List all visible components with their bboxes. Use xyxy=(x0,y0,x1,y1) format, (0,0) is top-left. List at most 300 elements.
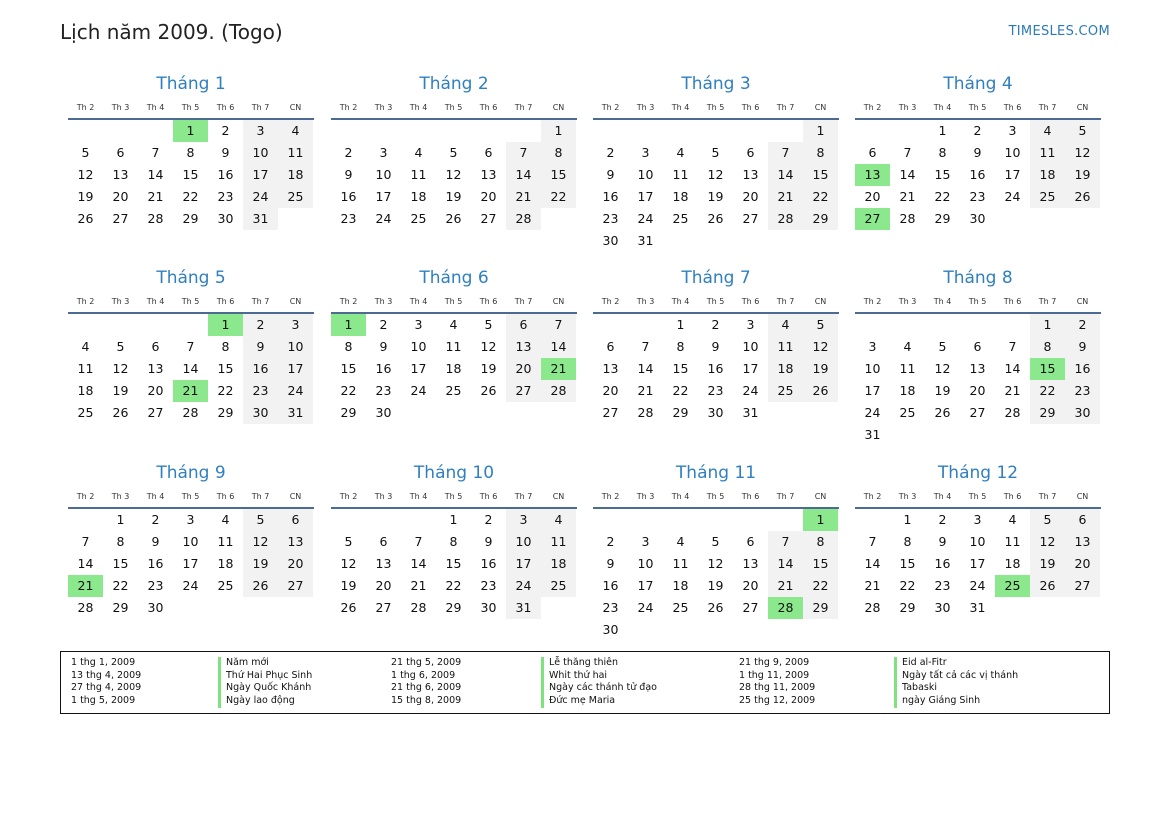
month-title: Tháng 11 xyxy=(675,463,757,483)
day-cell: 25 xyxy=(672,211,689,226)
month-calendar xyxy=(593,72,839,252)
day-cell: 21 xyxy=(147,189,164,204)
weekday-label: Th 5 xyxy=(706,296,725,306)
day-cell: 3 xyxy=(186,512,195,527)
day-cell: 2 xyxy=(221,123,230,138)
day-cell: 21 xyxy=(506,186,541,208)
day-cell: 7 xyxy=(768,531,803,553)
holiday-legend xyxy=(60,651,1110,714)
weekday-label: Th 2 xyxy=(76,102,95,112)
day-cell: 14 xyxy=(864,556,881,571)
weekday-label: Th 5 xyxy=(444,296,463,306)
legend-col2-dates xyxy=(391,657,461,708)
weekday-label: CN xyxy=(289,296,302,306)
day-cell: 18 xyxy=(278,164,313,186)
day-cell: 22 xyxy=(340,383,357,398)
weekday-label: Th 4 xyxy=(146,102,165,112)
empty-cell xyxy=(733,509,768,531)
legend-holiday: Thứ Hai Phục Sinh xyxy=(218,670,312,683)
weekday-label: Th 5 xyxy=(181,296,200,306)
month-title: Tháng 7 xyxy=(681,268,751,288)
day-cell: 25 xyxy=(672,600,689,615)
empty-cell xyxy=(68,509,103,531)
day-cell: 26 xyxy=(340,600,357,615)
day-cell: 15 xyxy=(541,164,576,186)
day-cell: 13 xyxy=(480,167,497,182)
month-title: Tháng 6 xyxy=(419,268,489,288)
day-cell: 24 xyxy=(637,211,654,226)
weekday-label: Th 3 xyxy=(111,296,130,306)
day-cell: 14 xyxy=(506,164,541,186)
day-cell: 29 xyxy=(340,405,357,420)
day-cell: 20 xyxy=(506,358,541,380)
weekday-label: Th 7 xyxy=(776,491,795,501)
legend-holiday: Eid al-Fitr xyxy=(894,657,1018,670)
day-cell: 20 xyxy=(1065,553,1100,575)
day-cell: 26 xyxy=(803,380,838,402)
weekday-label: Th 2 xyxy=(76,491,95,501)
day-cell: 18 xyxy=(768,358,803,380)
weekday-label: Th 4 xyxy=(146,296,165,306)
day-cell: 14 xyxy=(1004,361,1021,376)
day-cell: 8 xyxy=(803,142,838,164)
day-cell: 13 xyxy=(506,336,541,358)
weekday-header xyxy=(593,290,839,314)
day-cell: 16 xyxy=(602,578,619,593)
day-cell: 11 xyxy=(672,556,689,571)
month-calendar xyxy=(593,461,839,641)
day-cell: 18 xyxy=(77,383,94,398)
day-cell: 6 xyxy=(973,339,982,354)
weekday-header xyxy=(855,96,1101,120)
day-cell: 27 xyxy=(742,211,759,226)
weekday-label: CN xyxy=(1076,296,1089,306)
day-cell: 4 xyxy=(278,120,313,142)
legend-holiday: Lễ thăng thiên xyxy=(541,657,657,670)
day-cell: 26 xyxy=(480,383,497,398)
day-cell: 1 xyxy=(541,120,576,142)
empty-cell xyxy=(173,314,208,336)
day-cell: 4 xyxy=(221,512,230,527)
day-cell: 13 xyxy=(375,556,392,571)
day-cell: 4 xyxy=(1008,512,1017,527)
day-cell: 9 xyxy=(606,167,615,182)
holiday-day-cell: 21 xyxy=(68,575,103,597)
day-cell: 20 xyxy=(742,578,759,593)
day-cell: 7 xyxy=(81,534,90,549)
day-cell: 2 xyxy=(379,317,388,332)
day-cell: 5 xyxy=(938,339,947,354)
day-cell: 31 xyxy=(278,402,313,424)
day-cell: 15 xyxy=(217,361,234,376)
day-cell: 10 xyxy=(182,534,199,549)
weekday-header xyxy=(593,485,839,509)
day-cell: 20 xyxy=(969,383,986,398)
day-cell: 24 xyxy=(182,578,199,593)
day-cell: 22 xyxy=(934,189,951,204)
day-cell: 6 xyxy=(868,145,877,160)
empty-cell xyxy=(471,120,506,142)
empty-cell xyxy=(103,314,138,336)
empty-cell xyxy=(855,314,890,336)
weekday-label: Th 4 xyxy=(933,102,952,112)
day-cell: 7 xyxy=(414,534,423,549)
weekday-header xyxy=(855,485,1101,509)
day-cell: 6 xyxy=(116,145,125,160)
empty-cell xyxy=(768,120,803,142)
day-cell: 19 xyxy=(77,189,94,204)
holiday-day-cell: 21 xyxy=(173,380,208,402)
legend-col1-names xyxy=(218,657,312,708)
day-cell: 20 xyxy=(375,578,392,593)
weekday-label: Th 4 xyxy=(146,491,165,501)
day-cell: 27 xyxy=(375,600,392,615)
day-cell: 6 xyxy=(151,339,160,354)
weekday-header xyxy=(855,290,1101,314)
month-title: Tháng 3 xyxy=(681,74,751,94)
day-cell: 10 xyxy=(506,531,541,553)
weekday-header xyxy=(331,290,577,314)
day-cell: 14 xyxy=(768,553,803,575)
day-cell: 24 xyxy=(410,383,427,398)
day-cell: 13 xyxy=(969,361,986,376)
day-cell: 31 xyxy=(506,597,541,619)
day-cell: 27 xyxy=(742,600,759,615)
day-cell: 11 xyxy=(278,142,313,164)
legend-holiday: Ngày Quốc Khánh xyxy=(218,682,312,695)
legend-holiday: ngày Giáng Sinh xyxy=(894,695,1018,708)
weekday-label: Th 6 xyxy=(741,102,760,112)
empty-cell xyxy=(698,120,733,142)
day-cell: 1 xyxy=(903,512,912,527)
day-cell: 22 xyxy=(112,578,129,593)
legend-date: 28 thg 11, 2009 xyxy=(739,682,816,694)
day-cell: 7 xyxy=(768,142,803,164)
day-cell: 17 xyxy=(410,361,427,376)
day-cell: 12 xyxy=(445,167,462,182)
weekday-label: Th 7 xyxy=(1038,296,1057,306)
empty-cell xyxy=(663,120,698,142)
weekday-label: Th 4 xyxy=(409,296,428,306)
day-cell: 3 xyxy=(414,317,423,332)
weekday-label: Th 4 xyxy=(671,296,690,306)
weekday-label: Th 7 xyxy=(251,296,270,306)
empty-cell xyxy=(960,314,995,336)
day-cell: 26 xyxy=(445,211,462,226)
day-cell: 3 xyxy=(641,145,650,160)
weekday-label: Th 5 xyxy=(181,102,200,112)
day-cell: 7 xyxy=(506,142,541,164)
day-cell: 9 xyxy=(973,145,982,160)
weekday-label: CN xyxy=(552,491,565,501)
day-cell: 20 xyxy=(864,189,881,204)
weekday-label: Th 7 xyxy=(514,491,533,501)
day-cell: 12 xyxy=(1030,531,1065,553)
day-cell: 19 xyxy=(243,553,278,575)
month-calendar xyxy=(855,266,1101,446)
day-cell: 19 xyxy=(340,578,357,593)
day-cell: 2 xyxy=(344,145,353,160)
day-grid xyxy=(331,120,577,230)
day-cell: 29 xyxy=(182,211,199,226)
day-cell: 29 xyxy=(803,208,838,230)
weekday-label: Th 5 xyxy=(968,296,987,306)
empty-cell xyxy=(628,314,663,336)
day-cell: 15 xyxy=(803,164,838,186)
day-cell: 13 xyxy=(742,167,759,182)
day-grid xyxy=(593,509,839,641)
weekday-label: Th 2 xyxy=(339,491,358,501)
day-cell: 26 xyxy=(77,211,94,226)
day-cell: 29 xyxy=(445,600,462,615)
weekday-label: Th 6 xyxy=(479,102,498,112)
day-cell: 6 xyxy=(484,145,493,160)
day-grid xyxy=(855,509,1101,619)
empty-cell xyxy=(890,314,925,336)
month-title: Tháng 8 xyxy=(943,268,1013,288)
day-cell: 12 xyxy=(934,361,951,376)
day-grid xyxy=(68,120,314,230)
day-cell: 26 xyxy=(112,405,129,420)
day-cell: 30 xyxy=(1065,402,1100,424)
day-cell: 7 xyxy=(186,339,195,354)
day-cell: 15 xyxy=(899,556,916,571)
day-cell: 28 xyxy=(506,208,541,230)
day-cell: 20 xyxy=(278,553,313,575)
day-cell: 8 xyxy=(803,531,838,553)
month-title: Tháng 12 xyxy=(937,463,1019,483)
day-cell: 20 xyxy=(112,189,129,204)
day-cell: 23 xyxy=(602,211,619,226)
day-cell: 8 xyxy=(449,534,458,549)
day-grid xyxy=(331,314,577,424)
weekday-label: Th 7 xyxy=(1038,102,1057,112)
weekday-label: CN xyxy=(289,491,302,501)
day-cell: 15 xyxy=(934,167,951,182)
day-cell: 12 xyxy=(340,556,357,571)
day-cell: 18 xyxy=(899,383,916,398)
day-cell: 21 xyxy=(768,186,803,208)
weekday-label: Th 2 xyxy=(76,296,95,306)
day-cell: 10 xyxy=(637,167,654,182)
day-cell: 27 xyxy=(147,405,164,420)
day-cell: 28 xyxy=(147,211,164,226)
day-cell: 3 xyxy=(243,120,278,142)
day-cell: 5 xyxy=(803,314,838,336)
weekday-label: CN xyxy=(289,102,302,112)
day-cell: 4 xyxy=(1030,120,1065,142)
empty-cell xyxy=(855,509,890,531)
day-cell: 16 xyxy=(340,189,357,204)
empty-cell xyxy=(593,120,628,142)
weekday-label: Th 6 xyxy=(741,296,760,306)
day-cell: 28 xyxy=(864,600,881,615)
day-cell: 19 xyxy=(707,578,724,593)
legend-holiday: Ngày các thánh tử đạo xyxy=(541,682,657,695)
day-cell: 15 xyxy=(112,556,129,571)
day-cell: 21 xyxy=(410,578,427,593)
day-cell: 8 xyxy=(1030,336,1065,358)
weekday-label: Th 7 xyxy=(776,102,795,112)
day-cell: 8 xyxy=(676,339,685,354)
weekday-label: Th 3 xyxy=(111,102,130,112)
empty-cell xyxy=(855,120,890,142)
day-grid xyxy=(855,120,1101,230)
day-cell: 6 xyxy=(1065,509,1100,531)
day-cell: 20 xyxy=(480,189,497,204)
day-cell: 10 xyxy=(410,339,427,354)
day-cell: 12 xyxy=(1065,142,1100,164)
day-cell: 15 xyxy=(445,556,462,571)
empty-cell xyxy=(138,120,173,142)
weekday-label: Th 3 xyxy=(111,491,130,501)
weekday-label: Th 3 xyxy=(374,102,393,112)
day-cell: 15 xyxy=(803,553,838,575)
day-cell: 5 xyxy=(243,509,278,531)
day-cell: 2 xyxy=(484,512,493,527)
month-title: Tháng 9 xyxy=(156,463,226,483)
legend-date: 1 thg 5, 2009 xyxy=(71,695,136,707)
day-cell: 26 xyxy=(707,211,724,226)
day-cell: 24 xyxy=(375,211,392,226)
weekday-header xyxy=(593,96,839,120)
day-cell: 6 xyxy=(379,534,388,549)
day-cell: 5 xyxy=(449,145,458,160)
day-cell: 18 xyxy=(541,553,576,575)
day-cell: 16 xyxy=(375,361,392,376)
weekday-label: Th 4 xyxy=(409,491,428,501)
day-cell: 22 xyxy=(672,383,689,398)
day-cell: 25 xyxy=(410,211,427,226)
legend-date: 21 thg 9, 2009 xyxy=(739,657,810,668)
day-cell: 11 xyxy=(672,167,689,182)
day-cell: 14 xyxy=(637,361,654,376)
day-cell: 1 xyxy=(1030,314,1065,336)
empty-cell xyxy=(68,120,103,142)
day-cell: 28 xyxy=(1004,405,1021,420)
empty-cell xyxy=(331,120,366,142)
day-cell: 10 xyxy=(1004,145,1021,160)
month-title: Tháng 10 xyxy=(413,463,495,483)
day-cell: 2 xyxy=(606,534,615,549)
weekday-label: Th 4 xyxy=(671,102,690,112)
day-cell: 23 xyxy=(480,578,497,593)
month-calendar xyxy=(331,266,577,424)
day-cell: 24 xyxy=(243,186,278,208)
day-cell: 25 xyxy=(77,405,94,420)
empty-cell xyxy=(506,120,541,142)
day-cell: 13 xyxy=(147,361,164,376)
weekday-label: Th 7 xyxy=(514,102,533,112)
empty-cell xyxy=(628,120,663,142)
page-title: Lịch năm 2009. (Togo) xyxy=(60,20,283,44)
weekday-label: Th 2 xyxy=(601,102,620,112)
holiday-day-cell: 1 xyxy=(803,509,838,531)
day-cell: 17 xyxy=(182,556,199,571)
empty-cell xyxy=(366,120,401,142)
day-cell: 12 xyxy=(77,167,94,182)
day-cell: 30 xyxy=(602,233,619,248)
weekday-label: Th 6 xyxy=(1003,102,1022,112)
day-cell: 16 xyxy=(707,361,724,376)
day-cell: 3 xyxy=(1008,123,1017,138)
day-cell: 11 xyxy=(899,361,916,376)
month-calendar xyxy=(855,72,1101,230)
day-cell: 29 xyxy=(1030,402,1065,424)
day-cell: 18 xyxy=(445,361,462,376)
weekday-label: Th 6 xyxy=(479,491,498,501)
holiday-day-cell: 25 xyxy=(995,575,1030,597)
day-cell: 23 xyxy=(1065,380,1100,402)
day-cell: 29 xyxy=(217,405,234,420)
day-cell: 1 xyxy=(676,317,685,332)
month-calendar xyxy=(68,266,314,424)
day-cell: 9 xyxy=(1065,336,1100,358)
weekday-label: Th 2 xyxy=(863,491,882,501)
day-cell: 23 xyxy=(147,578,164,593)
day-cell: 5 xyxy=(81,145,90,160)
day-cell: 9 xyxy=(938,534,947,549)
day-cell: 17 xyxy=(864,383,881,398)
day-cell: 16 xyxy=(602,189,619,204)
weekday-label: Th 3 xyxy=(374,296,393,306)
day-cell: 24 xyxy=(1004,189,1021,204)
day-cell: 28 xyxy=(410,600,427,615)
empty-cell xyxy=(366,509,401,531)
weekday-label: Th 2 xyxy=(601,296,620,306)
weekday-label: Th 4 xyxy=(933,296,952,306)
day-cell: 11 xyxy=(445,339,462,354)
weekday-label: Th 3 xyxy=(374,491,393,501)
legend-date: 1 thg 6, 2009 xyxy=(391,669,456,681)
day-cell: 16 xyxy=(969,167,986,182)
weekday-label: Th 3 xyxy=(898,102,917,112)
day-cell: 27 xyxy=(278,575,313,597)
day-cell: 27 xyxy=(602,405,619,420)
legend-holiday: Đức mẹ Maria xyxy=(541,695,657,708)
weekday-label: Th 6 xyxy=(741,491,760,501)
legend-date: 21 thg 5, 2009 xyxy=(391,657,462,668)
day-cell: 4 xyxy=(676,534,685,549)
day-cell: 15 xyxy=(182,167,199,182)
day-cell: 9 xyxy=(344,167,353,182)
day-cell: 5 xyxy=(344,534,353,549)
brand-link[interactable]: TIMESLES.COM xyxy=(1008,24,1110,39)
day-cell: 28 xyxy=(182,405,199,420)
weekday-header xyxy=(331,96,577,120)
empty-cell xyxy=(401,120,436,142)
day-cell: 5 xyxy=(711,534,720,549)
day-cell: 29 xyxy=(899,600,916,615)
day-cell: 4 xyxy=(81,339,90,354)
day-cell: 26 xyxy=(243,575,278,597)
holiday-day-cell: 28 xyxy=(768,597,803,619)
month-title: Tháng 2 xyxy=(419,74,489,94)
day-cell: 10 xyxy=(742,339,759,354)
legend-date: 21 thg 6, 2009 xyxy=(391,682,462,694)
legend-holiday: Ngày lao động xyxy=(218,695,312,708)
legend-date: 1 thg 1, 2009 xyxy=(71,657,136,668)
day-cell: 23 xyxy=(340,211,357,226)
day-cell: 3 xyxy=(278,314,313,336)
day-cell: 13 xyxy=(112,167,129,182)
day-cell: 24 xyxy=(278,380,313,402)
weekday-header xyxy=(331,485,577,509)
day-cell: 9 xyxy=(243,336,278,358)
weekday-label: CN xyxy=(814,296,827,306)
day-grid xyxy=(593,314,839,424)
weekday-label: Th 7 xyxy=(251,491,270,501)
